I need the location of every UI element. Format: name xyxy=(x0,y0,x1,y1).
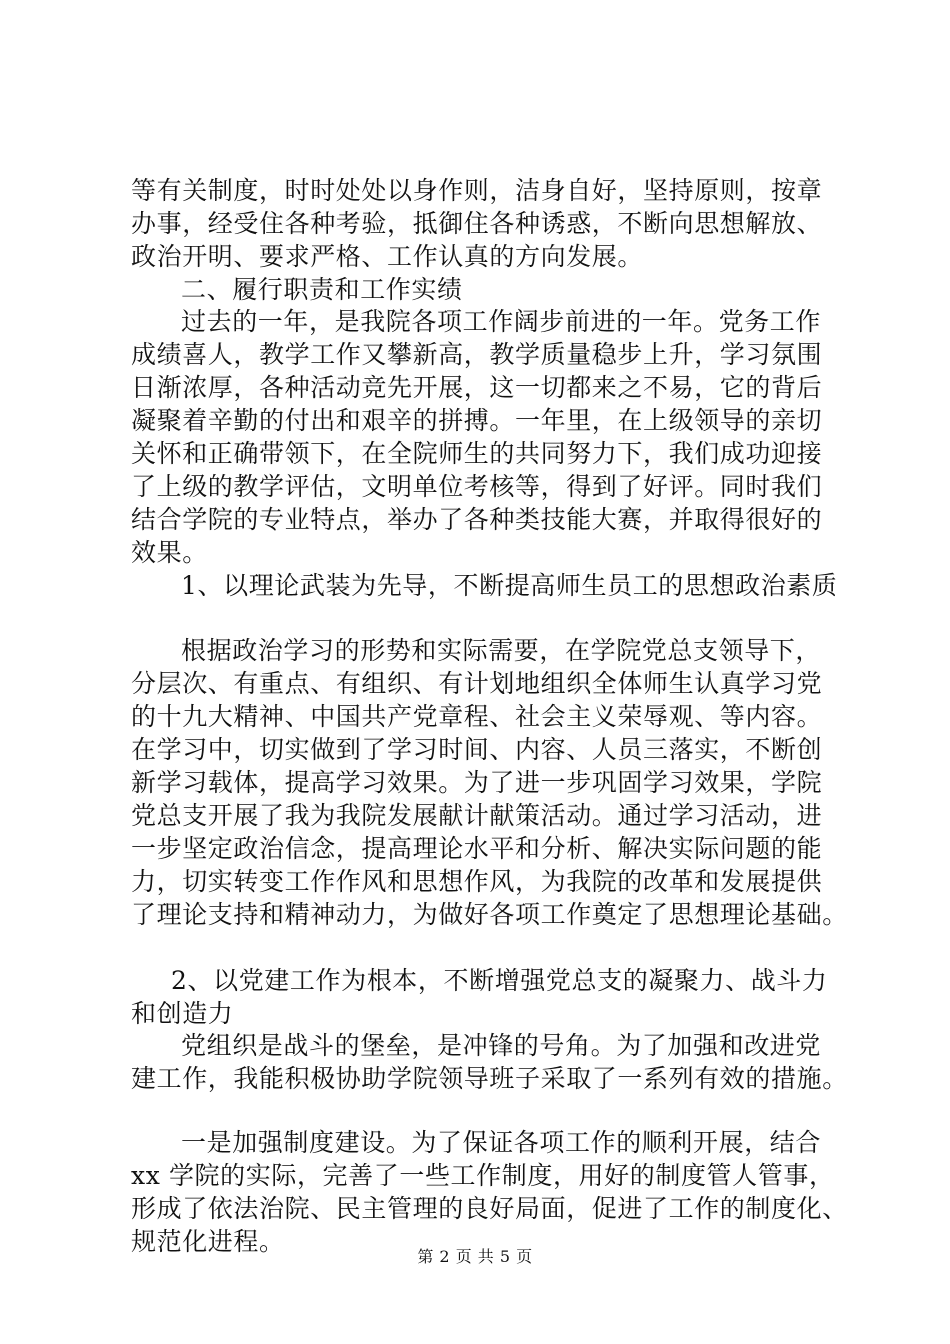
text-line: 分层次、有重点、有组织、有计划地组织全体师生认真学习党 xyxy=(131,669,823,698)
text-line: 了上级的教学评估，文明单位考核等，得到了好评。同时我们 xyxy=(131,472,823,501)
text-line: 建工作，我能积极协助学院领导班子采取了一系列有效的措施。 xyxy=(131,1064,848,1093)
text-line: 根据政治学习的形势和实际需要，在学院党总支领导下， xyxy=(181,636,822,665)
text-line: 一步坚定政治信念，提高理论水平和分析、解决实际问题的能 xyxy=(131,834,823,863)
text-line: 效果。 xyxy=(131,538,208,567)
text-line: 党总支开展了我为我院发展献计献策活动。通过学习活动，进 xyxy=(131,801,823,830)
text-line: 了理论支持和精神动力，为做好各项工作奠定了思想理论基础。 xyxy=(131,900,848,929)
text-line: 凝聚着辛勤的付出和艰辛的拼搏。一年里，在上级领导的亲切 xyxy=(131,406,823,435)
text-line: 结合学院的专业特点，举办了各种类技能大赛，并取得很好的 xyxy=(131,505,823,534)
text-line: 新学习载体，提高学习效果。为了进一步巩固学习效果，学院 xyxy=(131,768,823,797)
text-line: 力，切实转变工作作风和思想作风，为我院的改革和发展提供 xyxy=(131,867,823,896)
page-footer: 第 2 页 共 5 页 xyxy=(417,1247,533,1266)
subsection-heading-continued: 和创造力 xyxy=(131,999,234,1028)
text-line: 关怀和正确带领下，在全院师生的共同努力下，我们成功迎接 xyxy=(131,439,823,468)
subsection-heading: 2、以党建工作为根本，不断增强党总支的凝聚力、战斗力 xyxy=(171,966,828,995)
text-line: 一是加强制度建设。为了保证各项工作的顺利开展，结合 xyxy=(181,1128,822,1157)
text-line: 政治开明、要求严格、工作认真的方向发展。 xyxy=(131,242,644,271)
text-line: 成绩喜人，教学工作又攀新高，教学质量稳步上升，学习氛围 xyxy=(131,340,823,369)
text-line: 的十九大精神、中国共产党章程、社会主义荣辱观、等内容。 xyxy=(131,702,823,731)
text-line: 规范化进程。 xyxy=(131,1227,285,1256)
subsection-heading: 1、以理论武装为先导，不断提高师生员工的思想政治素质 xyxy=(181,571,838,600)
text-line: 形成了依法治院、民主管理的良好局面，促进了工作的制度化、 xyxy=(131,1194,848,1223)
text-line: 等有关制度，时时处处以身作则，洁身自好，坚持原则，按章 xyxy=(131,176,823,205)
text-line: 党组织是战斗的堡垒，是冲锋的号角。为了加强和改进党 xyxy=(181,1031,822,1060)
text-line: 在学习中，切实做到了学习时间、内容、人员三落实，不断创 xyxy=(131,735,823,764)
text-line: 过去的一年，是我院各项工作阔步前进的一年。党务工作 xyxy=(181,307,822,336)
text-line: 日渐浓厚，各种活动竞先开展，这一切都来之不易，它的背后 xyxy=(131,373,823,402)
text-line: 办事，经受住各种考验，抵御住各种诱惑，不断向思想解放、 xyxy=(131,209,823,238)
section-heading: 二、履行职责和工作实绩 xyxy=(181,275,463,304)
text-line: xx 学院的实际，完善了一些工作制度，用好的制度管人管事， xyxy=(131,1161,835,1190)
